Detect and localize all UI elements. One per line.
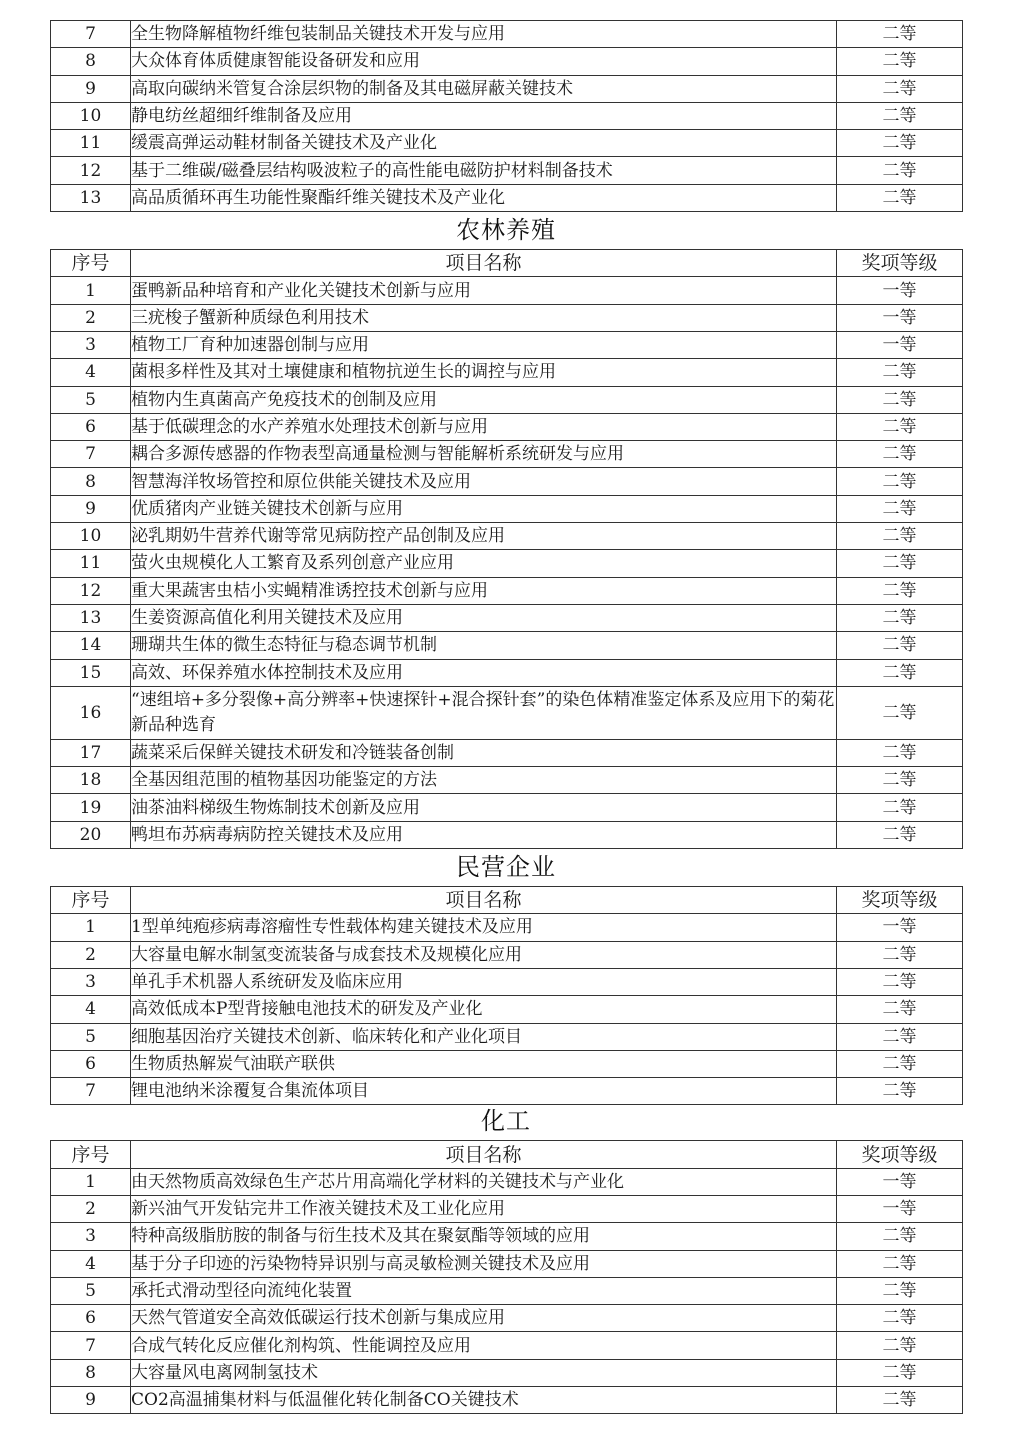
award-level: 二等 (837, 686, 963, 739)
award-level: 二等 (837, 359, 963, 386)
table-row (51, 821, 963, 848)
table-row (51, 996, 963, 1023)
row-number: 3 (51, 968, 131, 995)
table-row (51, 75, 963, 102)
award-level: 二等 (837, 157, 963, 184)
project-name: 高效、环保养殖水体控制技术及应用 (131, 659, 837, 686)
table-row (51, 304, 963, 331)
award-level: 一等 (837, 914, 963, 941)
award-level: 二等 (837, 1250, 963, 1277)
project-name: 静电纺丝超细纤维制备及应用 (131, 102, 837, 129)
table-row (51, 102, 963, 129)
column-header-name: 项目名称 (131, 887, 837, 914)
award-level: 二等 (837, 577, 963, 604)
project-name: 油茶油料梯级生物炼制技术创新及应用 (131, 794, 837, 821)
table-header-row (51, 887, 963, 914)
table-row (51, 277, 963, 304)
project-name: 基于分子印迹的污染物特异识别与高灵敏检测关键技术及应用 (131, 1250, 837, 1277)
award-level: 二等 (837, 386, 963, 413)
table-row (51, 331, 963, 358)
project-name: 基于低碳理念的水产养殖水处理技术创新与应用 (131, 413, 837, 440)
row-number: 10 (51, 102, 131, 129)
project-name: “速组培+多分裂像+高分辨率+快速探针+混合探针套”的染色体精准鉴定体系及应用下的菊花新品种选育 (131, 686, 837, 739)
row-number: 5 (51, 1023, 131, 1050)
project-name: 泌乳期奶牛营养代谢等常见病防控产品创制及应用 (131, 523, 837, 550)
column-header-no: 序号 (51, 887, 131, 914)
row-number: 19 (51, 794, 131, 821)
award-level: 二等 (837, 632, 963, 659)
row-number: 18 (51, 767, 131, 794)
project-name: 基于二维碳/磁叠层结构吸波粒子的高性能电磁防护材料制备技术 (131, 157, 837, 184)
row-number: 13 (51, 184, 131, 211)
project-name: 大众体育体质健康智能设备研发和应用 (131, 48, 837, 75)
row-number: 2 (51, 941, 131, 968)
award-level: 二等 (837, 48, 963, 75)
row-number: 9 (51, 495, 131, 522)
column-header-no: 序号 (51, 250, 131, 277)
project-name: 珊瑚共生体的微生态特征与稳态调节机制 (131, 632, 837, 659)
row-number: 4 (51, 359, 131, 386)
award-level: 一等 (837, 1195, 963, 1222)
award-level: 二等 (837, 996, 963, 1023)
table-row (51, 359, 963, 386)
table-row (51, 1277, 963, 1304)
column-header-level: 奖项等级 (837, 1141, 963, 1168)
table-row (51, 794, 963, 821)
table-row (51, 1050, 963, 1077)
table-row (51, 767, 963, 794)
row-number: 5 (51, 386, 131, 413)
row-number: 16 (51, 686, 131, 739)
table-row (51, 157, 963, 184)
table-row (51, 1223, 963, 1250)
award-level: 二等 (837, 495, 963, 522)
row-number: 3 (51, 1223, 131, 1250)
award-level: 二等 (837, 102, 963, 129)
section-title: 民营企业 (456, 853, 556, 882)
table-row (51, 413, 963, 440)
project-name: 1型单纯疱疹病毒溶瘤性专性载体构建关键技术及应用 (131, 914, 837, 941)
row-number: 7 (51, 1332, 131, 1359)
project-name: 大容量风电离网制氢技术 (131, 1359, 837, 1386)
award-table-0 (50, 20, 963, 212)
table-header-row (51, 250, 963, 277)
project-name: 高效低成本P型背接触电池技术的研发及产业化 (131, 996, 837, 1023)
row-number: 20 (51, 821, 131, 848)
award-level: 二等 (837, 550, 963, 577)
award-level: 二等 (837, 821, 963, 848)
award-level: 二等 (837, 1332, 963, 1359)
row-number: 8 (51, 468, 131, 495)
row-number: 1 (51, 277, 131, 304)
project-name: 全生物降解植物纤维包装制品关键技术开发与应用 (131, 21, 837, 48)
table-row (51, 550, 963, 577)
row-number: 10 (51, 523, 131, 550)
table-row (51, 1168, 963, 1195)
award-table-3 (50, 1140, 963, 1414)
award-level: 二等 (837, 1050, 963, 1077)
award-level: 二等 (837, 468, 963, 495)
award-level: 二等 (837, 1023, 963, 1050)
table-row (51, 739, 963, 766)
project-name: 大容量电解水制氢变流装备与成套技术及规模化应用 (131, 941, 837, 968)
project-name: 植物内生真菌高产免疫技术的创制及应用 (131, 386, 837, 413)
column-header-level: 奖项等级 (837, 250, 963, 277)
table-row (51, 1250, 963, 1277)
row-number: 6 (51, 413, 131, 440)
table-row (51, 632, 963, 659)
table-row (51, 604, 963, 631)
table-row (51, 941, 963, 968)
award-level: 二等 (837, 941, 963, 968)
award-level: 二等 (837, 1387, 963, 1414)
award-level: 二等 (837, 75, 963, 102)
row-number: 4 (51, 1250, 131, 1277)
project-name: 耦合多源传感器的作物表型高通量检测与智能解析系统研发与应用 (131, 441, 837, 468)
award-level: 二等 (837, 1078, 963, 1105)
project-name: 蛋鸭新品种培育和产业化关键技术创新与应用 (131, 277, 837, 304)
table-row (51, 968, 963, 995)
row-number: 6 (51, 1050, 131, 1077)
project-name: 承托式滑动型径向流纯化装置 (131, 1277, 837, 1304)
column-header-name: 项目名称 (131, 1141, 837, 1168)
project-name: 锂电池纳米涂覆复合集流体项目 (131, 1078, 837, 1105)
table-row (51, 1023, 963, 1050)
award-level: 一等 (837, 304, 963, 331)
table-row (51, 184, 963, 211)
award-level: 二等 (837, 1223, 963, 1250)
row-number: 9 (51, 75, 131, 102)
row-number: 5 (51, 1277, 131, 1304)
table-row (51, 523, 963, 550)
award-level: 一等 (837, 1168, 963, 1195)
project-name: 高品质循环再生功能性聚酯纤维关键技术及产业化 (131, 184, 837, 211)
row-number: 7 (51, 441, 131, 468)
row-number: 11 (51, 550, 131, 577)
column-header-level: 奖项等级 (837, 887, 963, 914)
column-header-no: 序号 (51, 1141, 131, 1168)
table-row (51, 1305, 963, 1332)
project-name: 萤火虫规模化人工繁育及系列创意产业应用 (131, 550, 837, 577)
award-level: 二等 (837, 794, 963, 821)
row-number: 12 (51, 577, 131, 604)
project-name: 菌根多样性及其对土壤健康和植物抗逆生长的调控与应用 (131, 359, 837, 386)
row-number: 9 (51, 1387, 131, 1414)
award-level: 二等 (837, 659, 963, 686)
row-number: 7 (51, 1078, 131, 1105)
table-header-row (51, 1141, 963, 1168)
row-number: 2 (51, 1195, 131, 1222)
project-name: 细胞基因治疗关键技术创新、临床转化和产业化项目 (131, 1023, 837, 1050)
project-name: 重大果蔬害虫桔小实蝇精准诱控技术创新与应用 (131, 577, 837, 604)
row-number: 15 (51, 659, 131, 686)
project-name: 由天然物质高效绿色生产芯片用高端化学材料的关键技术与产业化 (131, 1168, 837, 1195)
table-row (51, 659, 963, 686)
table-row (51, 48, 963, 75)
table-row (51, 1078, 963, 1105)
row-number: 1 (51, 914, 131, 941)
table-row (51, 130, 963, 157)
table-row (51, 386, 963, 413)
project-name: 鸭坦布苏病毒病防控关键技术及应用 (131, 821, 837, 848)
award-level: 二等 (837, 739, 963, 766)
award-level: 二等 (837, 413, 963, 440)
award-level: 二等 (837, 523, 963, 550)
row-number: 4 (51, 996, 131, 1023)
project-name: 全基因组范围的植物基因功能鉴定的方法 (131, 767, 837, 794)
table-row (51, 21, 963, 48)
project-name: 高取向碳纳米管复合涂层织物的制备及其电磁屏蔽关键技术 (131, 75, 837, 102)
award-level: 二等 (837, 441, 963, 468)
project-name: 植物工厂育种加速器创制与应用 (131, 331, 837, 358)
project-name: 生物质热解炭气油联产联供 (131, 1050, 837, 1077)
table-row (51, 1332, 963, 1359)
section-title: 化工 (481, 1107, 531, 1136)
award-table-2 (50, 886, 963, 1105)
row-number: 8 (51, 1359, 131, 1386)
project-name: 蔬菜采后保鲜关键技术研发和冷链装备创制 (131, 739, 837, 766)
award-level: 一等 (837, 277, 963, 304)
row-number: 7 (51, 21, 131, 48)
row-number: 8 (51, 48, 131, 75)
award-level: 二等 (837, 968, 963, 995)
award-level: 二等 (837, 1277, 963, 1304)
table-row (51, 686, 963, 739)
award-level: 一等 (837, 331, 963, 358)
table-row (51, 577, 963, 604)
table-row (51, 441, 963, 468)
row-number: 6 (51, 1305, 131, 1332)
award-level: 二等 (837, 130, 963, 157)
project-name: 新兴油气开发钻完井工作液关键技术及工业化应用 (131, 1195, 837, 1222)
award-level: 二等 (837, 604, 963, 631)
table-row (51, 914, 963, 941)
award-level: 二等 (837, 184, 963, 211)
row-number: 1 (51, 1168, 131, 1195)
row-number: 12 (51, 157, 131, 184)
project-name: 单孔手术机器人系统研发及临床应用 (131, 968, 837, 995)
award-level: 二等 (837, 21, 963, 48)
award-level: 二等 (837, 1305, 963, 1332)
project-name: 生姜资源高值化利用关键技术及应用 (131, 604, 837, 631)
award-level: 二等 (837, 767, 963, 794)
column-header-name: 项目名称 (131, 250, 837, 277)
row-number: 17 (51, 739, 131, 766)
section-title: 农林养殖 (456, 216, 556, 245)
award-table-1 (50, 249, 963, 849)
table-row (51, 495, 963, 522)
project-name: 缓震高弹运动鞋材制备关键技术及产业化 (131, 130, 837, 157)
project-name: 三疣梭子蟹新种质绿色利用技术 (131, 304, 837, 331)
document-page (50, 20, 962, 1414)
row-number: 11 (51, 130, 131, 157)
table-row (51, 1195, 963, 1222)
row-number: 3 (51, 331, 131, 358)
project-name: CO2高温捕集材料与低温催化转化制备CO关键技术 (131, 1387, 837, 1414)
table-row (51, 468, 963, 495)
table-row (51, 1387, 963, 1414)
project-name: 合成气转化反应催化剂构筑、性能调控及应用 (131, 1332, 837, 1359)
row-number: 2 (51, 304, 131, 331)
row-number: 13 (51, 604, 131, 631)
table-row (51, 1359, 963, 1386)
award-level: 二等 (837, 1359, 963, 1386)
project-name: 优质猪肉产业链关键技术创新与应用 (131, 495, 837, 522)
project-name: 天然气管道安全高效低碳运行技术创新与集成应用 (131, 1305, 837, 1332)
project-name: 智慧海洋牧场管控和原位供能关键技术及应用 (131, 468, 837, 495)
project-name: 特种高级脂肪胺的制备与衍生技术及其在聚氨酯等领域的应用 (131, 1223, 837, 1250)
row-number: 14 (51, 632, 131, 659)
